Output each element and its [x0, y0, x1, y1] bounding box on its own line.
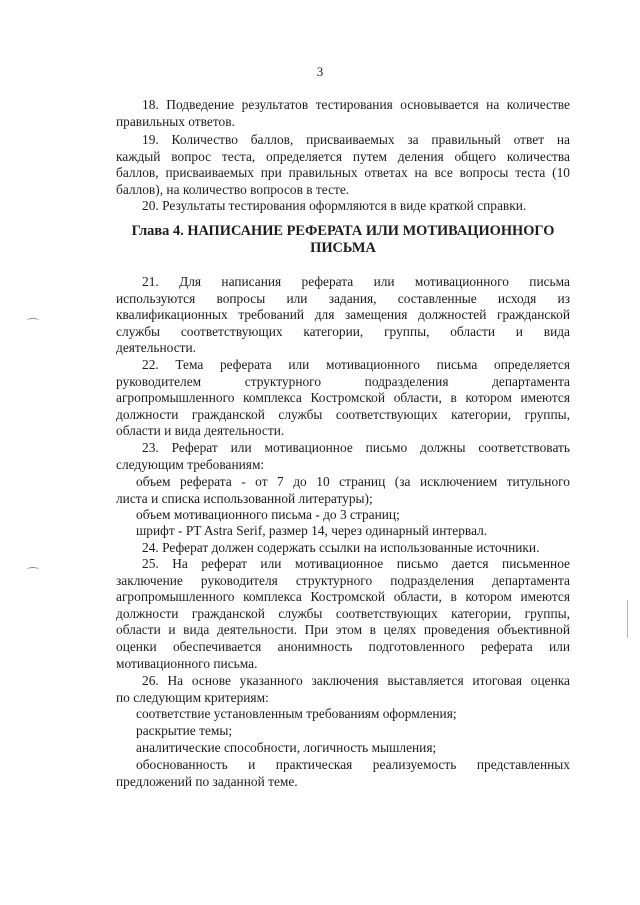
chapter-heading	[116, 223, 570, 257]
paragraph-26-criterion-feasibility: обоснованность и практическая реализуемость представленных предложений по заданной теме.	[116, 757, 570, 789]
paragraph-22: 22. Тема реферата или мотивационного письма определяется руководителем структурного подразделения департамента агропромышленного комплекса Костромской области, в котором имеются должности гражданской службы соответствующих категории, группы, области и вида деятельности.	[116, 357, 570, 439]
margin-line	[627, 600, 628, 638]
chapter-heading-line2: ПИСЬМА	[310, 240, 376, 256]
paragraph-18: 18. Подведение результатов тестирования основывается на количестве правильных ответов.	[116, 97, 570, 129]
chapter-heading-line1: Глава 4. НАПИСАНИЕ РЕФЕРАТА ИЛИ МОТИВАЦИОННОГО	[131, 223, 555, 239]
paragraph-25: 25. На реферат или мотивационное письмо дается письменное заключение руководителя структурного подразделения департамента агропромышленного комплекса Костромской области, в котором имеются должности гражданской службы соответствующих категории, группы, области и вида деятельности. При этом в целях проведения объективной оценки обеспечивается анонимность подготовленного реферата или мотивационного письма.	[116, 556, 570, 671]
paragraph-21: 21. Для написания реферата или мотивационного письма используются вопросы или задания, составленные исходя из квалификационных требований для замещения должностей гражданской службы соответствующих категории, группы, области и вида деятельности.	[116, 274, 570, 356]
paragraph-26: 26. На основе указанного заключения выставляется итоговая оценка по следующим критериям:	[116, 673, 570, 705]
paragraph-23: 23. Реферат или мотивационное письмо должны соответствовать следующим требованиям:	[116, 440, 570, 472]
paragraph-19: 19. Количество баллов, присваиваемых за правильный ответ на каждый вопрос теста, определяется путем деления общего количества баллов, присваиваемых при правильных ответах на все вопросы теста (10 баллов), на количество вопросов в тесте.	[116, 132, 570, 197]
margin-mark	[27, 567, 39, 572]
paragraph-24: 24. Реферат должен содержать ссылки на использованные источники.	[142, 540, 540, 555]
paragraph-20: 20. Результаты тестирования оформляются в виде краткой справки.	[142, 198, 527, 213]
margin-mark	[27, 318, 39, 323]
paragraph-23-item-letter: объем мотивационного письма - до 3 страниц;	[136, 507, 400, 522]
paragraph-23-item-font: шрифт - PT Astra Serif, размер 14, через одинарный интервал.	[136, 523, 488, 538]
paragraph-26-criterion-topic: раскрытие темы;	[136, 723, 233, 738]
paragraph-26-criterion-format: соответствие установленным требованиям оформления;	[136, 706, 457, 721]
page-number: 3	[316, 64, 324, 79]
paragraph-23-item-volume: объем реферата - от 7 до 10 страниц (за исключением титульного листа и списка использованной литературы);	[116, 474, 570, 506]
paragraph-26-criterion-analysis: аналитические способности, логичность мышления;	[136, 740, 437, 755]
